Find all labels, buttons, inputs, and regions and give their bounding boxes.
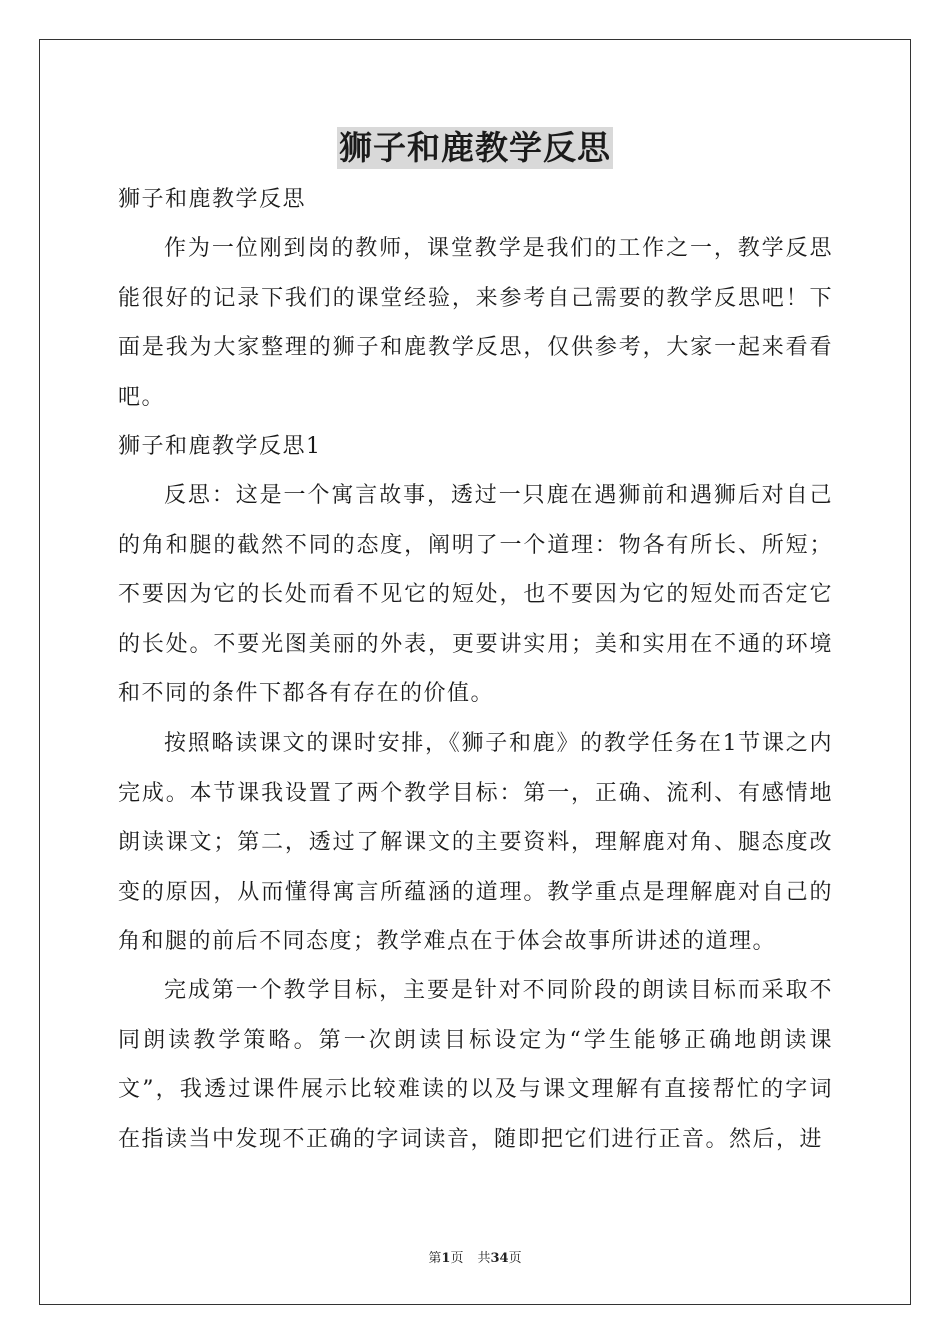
body-paragraph-2: 按照略读课文的课时安排，《狮子和鹿》的教学任务在1节课之内完成。本节课我设置了两个教学目标：第一，正确、流利、有感情地朗读课文；第二，透过了解课文的主要资料，理解鹿对角、腿态度改变的原因，从而懂得寓言所蕴涵的道理。教学重点是理解鹿对自己的角和腿的前后不同态度；教学难点在于体会故事所讲述的道理。 <box>118 731 833 954</box>
footer-page-number: 1 <box>441 1251 451 1266</box>
document-title: 狮子和鹿教学反思 <box>339 128 611 167</box>
footer-total-pages: 34 <box>490 1251 509 1266</box>
footer-page-suffix: 页 <box>450 1251 464 1266</box>
footer-page-prefix: 第 <box>428 1251 442 1266</box>
intro-paragraph: 作为一位刚到岗的教师，课堂教学是我们的工作之一，教学反思能很好的记录下我们的课堂经验，来参考自己需要的教学反思吧！下面是我为大家整理的狮子和鹿教学反思，仅供参考，大家一起来看看吧。 <box>118 236 833 410</box>
section-heading: 狮子和鹿教学反思1 <box>118 434 322 459</box>
body-paragraph-1: 反思：这是一个寓言故事，透过一只鹿在遇狮前和遇狮后对自己的角和腿的截然不同的态度，阐明了一个道理：物各有所长、所短；不要因为它的长处而看不见它的短处，也不要因为它的短处而否定它的长处。不要光图美丽的外表，更要讲实用；美和实用在不通的环境和不同的条件下都各有存在的价值。 <box>118 483 833 706</box>
page-footer <box>0 1247 950 1266</box>
body-paragraph-3: 完成第一个教学目标，主要是针对不同阶段的朗读目标而采取不同朗读教学策略。第一次朗读目标设定为“学生能够正确地朗读课文”，我透过课件展示比较难读的以及与课文理解有直接帮忙的字词在指读当中发现不正确的字词读音，随即把它们进行正音。然后，进 <box>118 978 833 1152</box>
document-subtitle: 狮子和鹿教学反思 <box>118 187 307 212</box>
footer-total-prefix: 共 <box>477 1251 491 1266</box>
title-container <box>0 127 950 169</box>
footer-total-suffix: 页 <box>508 1251 522 1266</box>
